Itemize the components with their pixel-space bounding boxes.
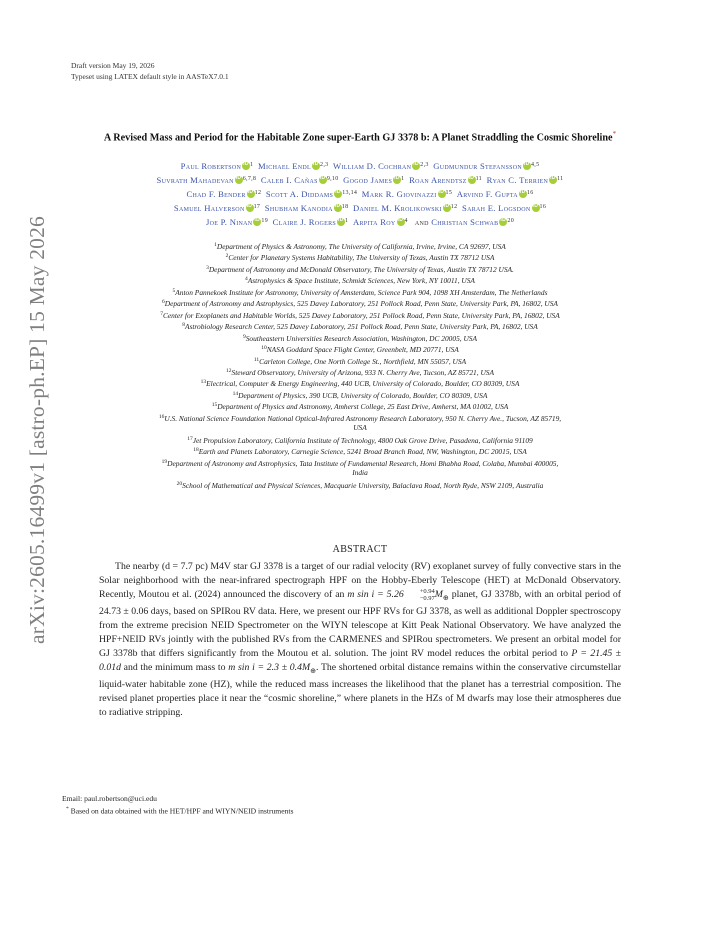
author-affiliation-number: 16 [539, 204, 547, 210]
orcid-icon[interactable] [334, 204, 342, 212]
author-affiliation-number: 16 [526, 190, 534, 196]
orcid-icon[interactable] [393, 176, 401, 184]
author-name[interactable]: Christian Schwab [431, 217, 499, 227]
abstract-heading: ABSTRACT [332, 544, 388, 555]
orcid-icon[interactable] [235, 176, 243, 184]
orcid-icon[interactable] [519, 190, 527, 198]
affiliation-line: $^7$Center for Exoplanets and Habitable Worlds, 525 Davey Laboratory, 251 Pollock Road, Penn State, University Park, PA, 16802, USA [160, 310, 560, 320]
author-row [0, 175, 720, 185]
orcid-icon[interactable] [443, 204, 451, 212]
author-affiliation-number: 13,14 [342, 190, 358, 196]
affiliation-line: $^9$Southeastern Universities Research Association, Washington, DC 20005, USA [242, 333, 478, 343]
author-affiliation-number: 18 [341, 204, 349, 210]
affiliation-line: $^1$Department of Physics & Astronomy, The University of California, Irvine, Irvine, CA 92697, USA [214, 242, 506, 251]
draft-version-line: Draft version May 19, 2026 [71, 61, 155, 70]
author-name[interactable]: Samuel Halverson [173, 203, 245, 213]
affiliation-line: $^{18}$Earth and Planets Laboratory, Carnegie Science, 5241 Broad Branch Road, NW, Washington, DC 20015, USA [193, 447, 527, 457]
affiliation-line: $^{14}$Department of Physics, 390 UCB, University of Colorado, Boulder, CO 80309, USA [232, 390, 488, 400]
author-name[interactable]: Roan Arendtsz [409, 175, 467, 185]
affiliation-line: $^{20}$School of Mathematical and Physical Sciences, Macquarie University, Balaclava Road, North Ryde, NSW 2109, Australia [176, 480, 544, 490]
author-name[interactable]: Gudmundur Stefansson [433, 161, 522, 171]
footnote-mark: * [66, 806, 69, 812]
orcid-icon[interactable] [312, 162, 320, 170]
author-name[interactable]: Chad F. Bender [186, 189, 246, 199]
affiliation-line: $^3$Department of Astronomy and McDonald Observatory, The University of Texas, Austin TX 78712 USA. [206, 264, 514, 274]
author-name[interactable]: William D. Cochran [333, 161, 412, 171]
orcid-icon[interactable] [523, 162, 531, 170]
author-affiliation-number: 19 [261, 218, 269, 224]
author-affiliation-number: 4 [404, 218, 408, 224]
author-affiliation-number: 1 [401, 176, 405, 182]
affiliation-line: $^{11}$Carleton College, One North College St., Northfield, MN 55057, USA [253, 356, 467, 366]
paper-title-text: A Revised Mass and Period for the Habitable Zone super-Earth GJ 3378 b: A Planet Straddling the Cosmic Shoreline [103, 132, 613, 144]
author-name[interactable]: Mark R. Giovinazzi [361, 189, 437, 199]
author-affiliation-number: 17 [253, 204, 261, 210]
author-affiliation-number: 12 [450, 204, 458, 210]
author-name[interactable]: Claire J. Rogers [272, 217, 337, 227]
author-row [0, 189, 720, 199]
author-name[interactable]: Michael Endl [258, 161, 312, 171]
affiliation-line: $^8$Astrobiology Research Center, 525 Davey Laboratory, 251 Pollock Road, Penn State, University Park, PA, 16802, USA [182, 322, 538, 332]
arxiv-side-stamp: arXiv:2605.16499v1 [astro-ph.EP] 15 May 2026 [25, 216, 49, 644]
author-row [0, 203, 720, 213]
orcid-icon[interactable] [532, 204, 540, 212]
affiliation-line: $^{13}$Electrical, Computer & Energy Engineering, 440 UCB, University of Colorado, Boulder, CO 80309, USA [200, 379, 520, 389]
author-affiliation-number: 15 [445, 190, 453, 196]
author-name[interactable]: Sarah E. Logsdon [462, 203, 531, 213]
author-affiliation-number: 12 [254, 190, 262, 196]
typeset-line: Typeset using LATEX default style in AASTeX7.0.1 [71, 72, 229, 81]
author-name[interactable]: Joe P. Ninan [205, 217, 253, 227]
affiliation-line: $^{16}$U.S. National Science Foundation National Optical-Infrared Astronomy Research Laboratory, 950 N. Cherry Ave., Tucson, AZ 85719, [158, 413, 562, 423]
and-word: and [412, 217, 432, 227]
author-name[interactable]: Gogod James [343, 175, 393, 185]
affiliation-line: $^{17}$Jet Propulsion Laboratory, California Institute of Technology, 4800 Oak Grove Drive, Pasadena, California 91109 [187, 435, 533, 445]
abstract-text: The nearby (d = 7.7 pc) M4V star GJ 3378 is a target of our radial velocity (RV) exoplanet survey of fully convective stars in the Solar neighborhood with the near-infrared spectrograph HPF on the Hobby-Eberly Telescope (HET) at McDonald Observatory. Recently, Moutou et al. (2024) announced the discovery of an m sin i = 5.26 +0.94 −0.97 $M_\oplus$ planet, GJ 3378b, with an orbital period of 24.73 ± 0.06 days, based on SPIRou RV data. Here, we present our HPF RVs for GJ 3378, as well as additional Doppler spectroscopy from the extreme precision NEID Spectrometer on the WIYN telescope at Kitt Peak National Observatory. We have analyzed the HPF+NEID RVs jointly with the published RVs from the CARMENES and SPIRou spectrometers. We present an orbital model for GJ 3378b that differs significantly from the Moutou et al. solution. The joint RV model reduces the orbital period to P = 21.45 ± 0.01d and the minimum mass to m $\sin i = 2.3 \pm 0.4M_\oplus$. The shortened orbital distance remains within the conservative circumstellar liquid-water habitable zone (HZ), while the reduced mass increases the likelihood that the planet has a terrestrial composition. The revised planet properties place it near the “cosmic shoreline,” where planets in the HZs of M dwarfs may lose their atmospheres due to radiative stripping. [99, 561, 621, 718]
orcid-icon[interactable] [499, 218, 507, 226]
author-affiliation-number: 11 [557, 176, 564, 182]
orcid-icon[interactable] [319, 176, 327, 184]
author-name[interactable]: Suvrath Mahadevan [156, 175, 234, 185]
author-name[interactable]: Ryan C. Terrien [486, 175, 549, 185]
orcid-icon[interactable] [397, 218, 405, 226]
author-affiliation-number: 2,3 [420, 162, 429, 168]
author-name[interactable]: Shubham Kanodia [264, 203, 333, 213]
author-affiliation-number: 11 [475, 176, 482, 182]
affiliation-line: $^4$Astrophysics & Space Institute, Schmidt Sciences, New York, NY 10011, USA [245, 276, 475, 286]
paper-title [40, 128, 680, 145]
orcid-icon[interactable] [549, 176, 557, 184]
author-affiliation-number: 9,10 [326, 176, 339, 182]
orcid-icon[interactable] [246, 204, 254, 212]
orcid-icon[interactable] [242, 162, 250, 170]
author-name[interactable]: Scott A. Diddams [265, 189, 334, 199]
affiliation-line: $^{15}$Department of Physics and Astronomy, Amherst College, 25 East Drive, Amherst, MA 01002, USA [211, 402, 509, 412]
affiliation-line: $^{19}$Department of Astronomy and Astrophysics, Tata Institute of Fundamental Research, Homi Bhabha Road, Colaba, Mumbai 400005, [161, 458, 559, 468]
affiliation-line: $^{10}$NASA Goddard Space Flight Center, Greenbelt, MD 20771, USA [261, 345, 459, 355]
author-row [0, 217, 720, 227]
orcid-icon[interactable] [247, 190, 255, 198]
footnote-text: Based on data obtained with the HET/HPF and WIYN/NEID instruments [70, 806, 294, 816]
footnote [66, 806, 293, 816]
author-affiliation-number: 1 [250, 162, 254, 168]
orcid-icon[interactable] [438, 190, 446, 198]
author-affiliation-number: 1 [345, 218, 349, 224]
author-name[interactable]: Arpita Roy [352, 217, 396, 227]
title-footnote-mark[interactable]: * [612, 130, 617, 138]
orcid-icon[interactable] [468, 176, 476, 184]
author-affiliation-number: 6,7,8 [242, 176, 257, 182]
author-name[interactable]: Daniel M. Krolikowski [352, 203, 442, 213]
author-name[interactable]: Paul Robertson [180, 161, 242, 171]
orcid-icon[interactable] [253, 218, 261, 226]
author-name[interactable]: Arvind F. Gupta [456, 189, 518, 199]
corresponding-email[interactable]: Email: paul.robertson@uci.edu [62, 794, 157, 803]
affiliation-line-continued: India [352, 467, 368, 477]
orcid-icon[interactable] [334, 190, 342, 198]
orcid-icon[interactable] [412, 162, 420, 170]
affiliation-line: $^2$Center for Planetary Systems Habitability, The University of Texas, Austin TX 78712 USA [225, 253, 495, 263]
orcid-icon[interactable] [337, 218, 345, 226]
affiliation-line: $^{12}$Steward Observatory, University of Arizona, 933 N. Cherry Ave, Tucson, AZ 85721, USA [226, 367, 494, 377]
author-name[interactable]: Caleb I. Cañas [260, 175, 318, 185]
author-affiliation-number: 20 [507, 218, 515, 224]
author-affiliation-number: 4,5 [530, 162, 540, 168]
affiliation-line-continued: USA [353, 422, 367, 432]
affiliation-line: $^6$Department of Astronomy and Astrophysics, 525 Davey Laboratory, 251 Pollock Road, Penn State, University Park, PA, 16802, USA [162, 299, 558, 309]
author-row [0, 161, 720, 171]
affiliation-line: $^5$Anton Pannekoek Institute for Astronomy, University of Amsterdam, Science Park 904, 1098 XH Amsterdam, The Netherlands [172, 287, 548, 297]
author-affiliation-number: 2,3 [320, 162, 329, 168]
